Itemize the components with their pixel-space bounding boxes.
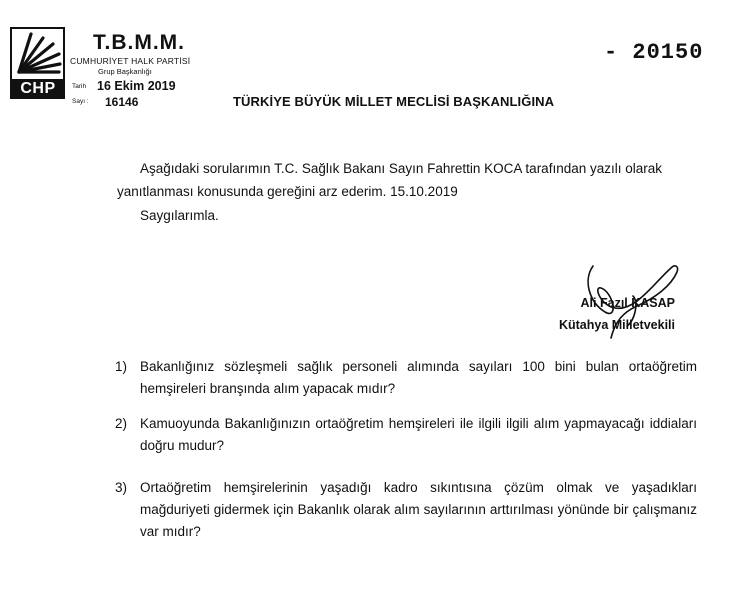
date-value: 16 Ekim 2019 [97, 79, 176, 93]
question-number: 1) [115, 359, 128, 374]
paragraph-line-2: yanıtlanması konusunda gereğini arz ederim. 15.10.2019 [117, 184, 458, 199]
date-label: Tarih [72, 83, 87, 90]
question-number: 2) [115, 416, 128, 431]
letter-closing: Saygılarımla. [140, 208, 219, 223]
paragraph-line-1: Aşağıdaki sorularımın T.C. Sağlık Bakanı Sayın Fahrettin KOCA tarafından yazılı olarak [140, 161, 663, 176]
number-label: Sayı : [72, 98, 89, 105]
party-logo-rays-icon [11, 28, 63, 78]
question-text: Kamuoyunda Bakanlığınızın ortaöğretim hemşireleri ile ilgili ilgili alım yapmayacağı iddiaları doğru mudur? [140, 416, 697, 453]
institution-title: T.B.M.M. [93, 31, 185, 54]
letter-paragraph [117, 157, 697, 203]
number-value: 16146 [105, 95, 139, 109]
signatory-title: Kütahya Milletvekili [558, 318, 675, 332]
party-name: CUMHURİYET HALK PARTİSİ [70, 56, 191, 66]
question-text: Ortaöğretim hemşirelerinin yaşadığı kadro sıkıntısına çözüm olmak ve yaşadıkları mağduriyeti gidermek için Bakanlık olarak alım sayılarının arttırılması yönünde bir çalışmanız var mıdır? [140, 480, 697, 539]
party-logo-text: CHP [12, 79, 64, 98]
document-number-stamp: - 20150 [604, 40, 704, 65]
question-text: Bakanlığınız sözleşmeli sağlık personeli alımında sayıları 100 bini bulan ortaöğretim hemşireleri branşında alım yapacak mıdır? [140, 359, 697, 396]
group-name: Grup Başkanlığı [98, 67, 152, 76]
signatory-name: Ali Fazıl KASAP [580, 296, 675, 310]
letter-heading: TÜRKİYE BÜYÜK MİLLET MECLİSİ BAŞKANLIĞINA [233, 94, 555, 109]
question-number: 3) [115, 480, 128, 495]
